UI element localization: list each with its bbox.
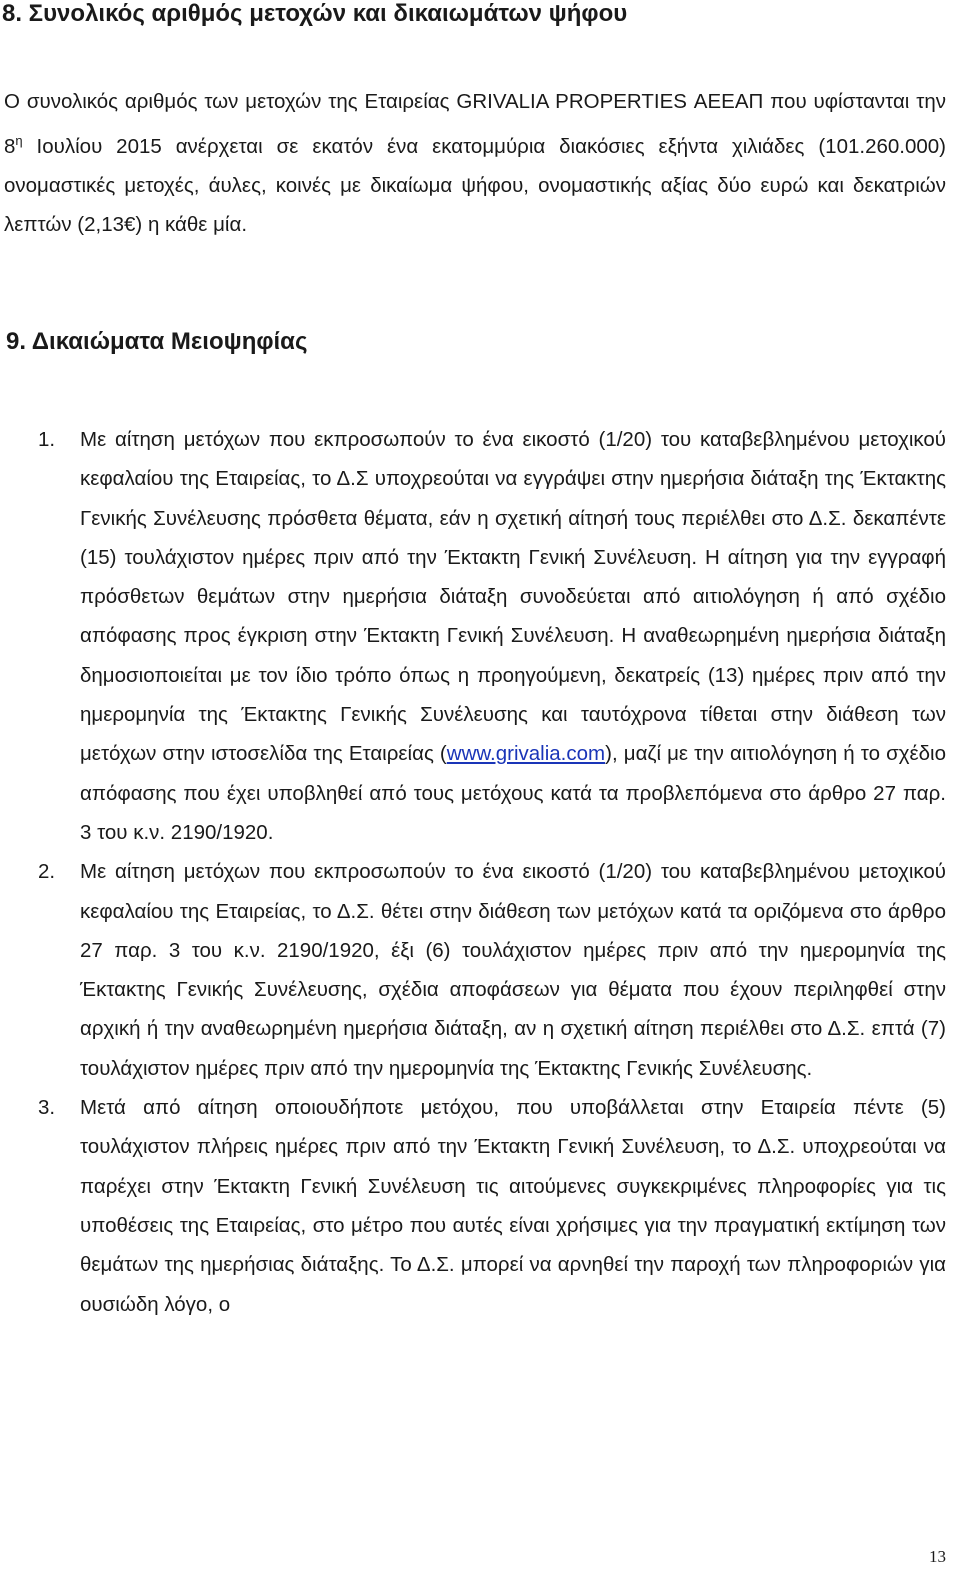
- list-item: [2, 1088, 946, 1324]
- list-item-number: 2.: [38, 860, 56, 884]
- section-8-text-part2: Ιουλίου 2015 ανέρχεται σε εκατόν ένα εκατομμύρια διακόσιες εξήντα χιλιάδες (101.260.000) ονομαστικές μετοχές, άυλες, κοινές με δικαίωμα ψήφου, ονομαστικής αξίας δύο ευρώ και δεκατριών λεπτών (2,13€) η κάθε μία.: [4, 134, 946, 236]
- list-item-text-part2: ), μαζί με την αιτιολόγηση ή το σχέδιο απόφασης που έχει υποβληθεί από τους μετόχους κατά τα προβλεπόμενα στο άρθρο 27 παρ. 3 του κ.ν. 2190/1920.: [80, 742, 946, 844]
- list-item-text: Με αίτηση μετόχων που εκπροσωπούν το ένα εικοστό (1/20) του καταβεβλημένου μετοχικού κεφαλαίου της Εταιρείας, το Δ.Σ. θέτει στην διάθεση των μετόχων κατά τα οριζόμενα στο άρθρο 27 παρ. 3 του κ.ν. 2190/1920, έξι (6) τουλάχιστον ημέρες πριν από την ημερομηνία της Έκτακτης Γενικής Συνέλευσης, σχέδια αποφάσεων για θέματα που έχουν περιληφθεί στην αρχική ή την αναθεωρημένη ημερήσια διάταξη, αν η σχετική αίτηση περιέλθει στο Δ.Σ. επτά (7) τουλάχιστον ημέρες πριν από την ημερομηνία της Έκτακτης Γενικής Συνέλευσης.: [80, 860, 946, 1080]
- section-8-paragraph: [4, 82, 946, 244]
- page-number: 13: [929, 1547, 946, 1566]
- section-8-heading: 8. Συνολικός αριθμός μετοχών και δικαιωμάτων ψήφου: [2, 0, 628, 27]
- list-item-text-part1: Με αίτηση μετόχων που εκπροσωπούν το ένα εικοστό (1/20) του καταβεβλημένου μετοχικού κεφαλαίου της Εταιρείας, το Δ.Σ υποχρεούται να εγγράψει στην ημερήσια διάταξη της Έκτακτης Γενικής Συνέλευσης πρόσθετα θέματα, εάν η σχετική αίτησή τους περιέλθει στο Δ.Σ. δεκαπέντε (15) τουλάχιστον ημέρες πριν από την Έκτακτη Γενική Συνέλευση. Η αίτηση για την εγγραφή πρόσθετων θεμάτων στην ημερήσια διάταξη συνοδεύεται από αιτιολόγηση ή από σχέδιο απόφασης προς έγκριση στην Έκτακτη Γενική Συνέλευση. Η αναθεωρημένη ημερήσια διάταξη δημοσιοποιείται με τον ίδιο τρόπο όπως η προηγούμενη, δεκατρείς (13) ημέρες πριν από την ημερομηνία της Έκτακτης Γενικής Συνέλευσης και ταυτόχρονα τίθεται στην διάθεση των μετόχων στην ιστοσελίδα της Εταιρείας (: [80, 428, 946, 766]
- website-link[interactable]: www.grivalia.com: [446, 742, 606, 766]
- list-item: [2, 420, 946, 852]
- section-9-heading: 9. Δικαιώματα Μειοψηφίας: [6, 328, 308, 355]
- list-item: [2, 852, 946, 1088]
- section-8-text-part1: Ο συνολικός αριθμός των μετοχών της Εταιρείας GRIVALIA PROPERTIES ΑΕΕΑΠ που υφίστανται την 8: [4, 90, 946, 158]
- list-item-text: Μετά από αίτηση οποιουδήποτε μετόχου, που υποβάλλεται στην Εταιρεία πέντε (5) τουλάχιστον πλήρεις ημέρες πριν από την Έκτακτη Γενική Συνέλευση, το Δ.Σ. υποχρεούται να παρέχει στην Έκτακτη Γενική Συνέλευση τις αιτούμενες συγκεκριμένες πληροφορίες για τις υποθέσεις της Εταιρείας, στο μέτρο που αυτές είναι χρήσιμες για την πραγματική εκτίμηση των θεμάτων της ημερήσιας διάταξης. Το Δ.Σ. μπορεί να αρνηθεί την παροχή των πληροφοριών για ουσιώδη λόγο, ο: [80, 1096, 946, 1316]
- ordinal-superscript: η: [15, 133, 23, 148]
- minority-rights-list: [2, 420, 946, 1324]
- list-item-number: 1.: [38, 428, 56, 451]
- list-item-number: 3.: [38, 1096, 56, 1120]
